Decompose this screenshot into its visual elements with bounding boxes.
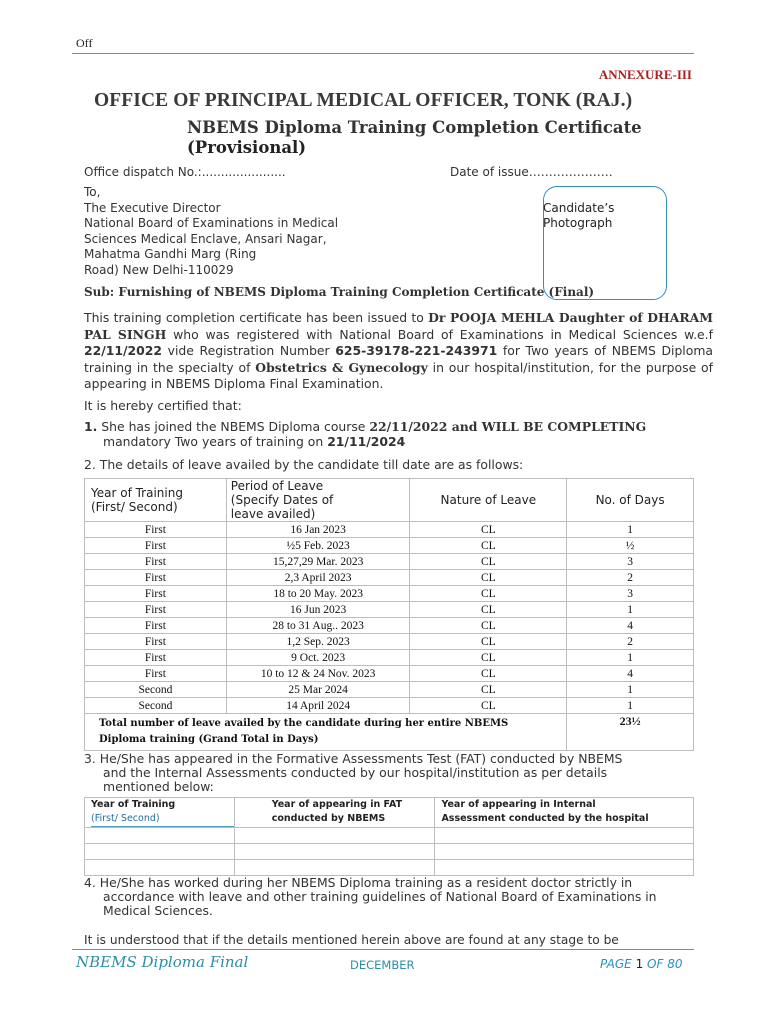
fat-col-year	[85, 798, 235, 828]
nature-cell: CL	[410, 586, 567, 602]
nature-cell: CL	[410, 538, 567, 554]
year-cell: First	[85, 666, 227, 682]
table-row	[85, 538, 694, 554]
address-line: Mahatma Gandhi Marg (Ring	[84, 247, 257, 261]
header-text: Year of appearing in FAT	[271, 799, 403, 810]
total-days: 23½	[567, 714, 694, 751]
fat-cell[interactable]	[234, 860, 435, 876]
days-cell: 1	[567, 698, 694, 714]
table-row	[85, 586, 694, 602]
certificate-subtitle: (Provisional)	[187, 138, 307, 157]
period-cell: 14 April 2024	[226, 698, 410, 714]
days-cell: 3	[567, 586, 694, 602]
header-text: (Specify Dates of	[230, 493, 334, 507]
year-cell: Second	[85, 698, 227, 714]
fat-row	[85, 860, 694, 876]
fat-col-internal-year	[435, 798, 694, 828]
header-text: Year of Training	[91, 799, 176, 810]
item-3-line: and the Internal Assessments conducted by our hospital/institution as per details	[103, 765, 608, 780]
address-line: National Board of Examinations in Medical	[84, 216, 339, 230]
intro-text: for Two years of NBEMS Diploma training in the specialty of	[84, 343, 713, 375]
total-label	[85, 714, 567, 751]
year-cell: First	[85, 522, 227, 538]
item-3-line: mentioned below:	[103, 779, 214, 794]
col-year-of-training	[85, 479, 227, 522]
year-cell: First	[85, 618, 227, 634]
header-text: leave availed)	[230, 507, 316, 521]
annexure-label: ANNEXURE-III	[598, 67, 692, 82]
days-cell: 1	[567, 522, 694, 538]
intro-text: vide Registration Number	[162, 343, 336, 358]
header-text: Period of Leave	[230, 479, 324, 493]
intro-text: who was registered with National Board of Examinations in Medical Sciences w.e.f	[166, 326, 713, 342]
item-1	[84, 419, 646, 449]
address-line: The Executive Director	[84, 200, 221, 215]
nature-cell: CL	[410, 522, 567, 538]
year-cell: Second	[85, 682, 227, 698]
table-row	[85, 634, 694, 650]
fat-cell[interactable]	[234, 828, 435, 844]
table-row	[85, 554, 694, 570]
period-cell: 16 Jun 2023	[226, 602, 410, 618]
item-1-number: 1.	[84, 419, 98, 434]
subject-line: Sub: Furnishing of NBEMS Diploma Training Completion Certificate (Final)	[84, 285, 595, 299]
year-cell: First	[85, 602, 227, 618]
table-header-row	[85, 479, 694, 522]
photo-label	[543, 201, 614, 231]
days-cell: 4	[567, 666, 694, 682]
dispatch-number: Office dispatch No.:......................	[84, 165, 286, 179]
total-row	[85, 714, 694, 751]
page-total: OF 80	[647, 957, 683, 971]
item-2: 2. The details of leave availed by the candidate till date are as follows:	[84, 457, 524, 472]
header-text: Year of appearing in Internal	[441, 799, 596, 810]
period-cell: 10 to 12 & 24 Nov. 2023	[226, 666, 410, 682]
header-text: (First/ Second)	[91, 500, 178, 514]
fat-cell[interactable]	[234, 844, 435, 860]
nature-cell: CL	[410, 602, 567, 618]
year-cell: First	[85, 538, 227, 554]
header-rule	[72, 53, 694, 54]
item-4	[84, 876, 657, 918]
fat-cell[interactable]	[435, 844, 694, 860]
days-cell: 2	[567, 570, 694, 586]
fat-cell[interactable]	[85, 844, 235, 860]
year-cell: First	[85, 650, 227, 666]
item-4-line: 4. He/She has worked during her NBEMS Diploma training as a resident doctor strictly in	[84, 875, 633, 890]
nature-cell: CL	[410, 682, 567, 698]
specialty: Obstetrics & Gynecology	[255, 359, 428, 375]
completion-date: 21/11/2024	[327, 434, 406, 449]
fat-row	[85, 844, 694, 860]
table-row	[85, 522, 694, 538]
period-cell: 18 to 20 May. 2023	[226, 586, 410, 602]
office-title: OFFICE OF PRINCIPAL MEDICAL OFFICER, TONK (RAJ.)	[94, 90, 633, 111]
footer-rule	[72, 949, 694, 950]
candidate-name: Dr POOJA MEHLA Daughter of DHARAM PAL SINGH	[84, 310, 713, 342]
item-1-text: mandatory Two years of training on	[103, 434, 328, 449]
period-cell: 25 Mar 2024	[226, 682, 410, 698]
certificate-title: NBEMS Diploma Training Completion Certificate	[187, 118, 642, 137]
closing-text: It is understood that if the details mentioned herein above are found at any stage to be	[84, 933, 619, 947]
header-top-text: Off	[76, 36, 93, 50]
fat-cell[interactable]	[85, 828, 235, 844]
certified-heading: It is hereby certified that:	[84, 398, 242, 413]
period-cell: 2,3 April 2023	[226, 570, 410, 586]
nature-cell: CL	[410, 570, 567, 586]
header-text: Year of Training	[91, 486, 183, 500]
days-cell: ½	[567, 538, 694, 554]
days-cell: 1	[567, 650, 694, 666]
period-cell: ½5 Feb. 2023	[226, 538, 410, 554]
fat-cell[interactable]	[435, 828, 694, 844]
footer-month: DECEMBER	[350, 958, 415, 972]
days-cell: 4	[567, 618, 694, 634]
page-num: 1	[635, 957, 644, 971]
header-text: Assessment conducted by the hospital	[441, 813, 649, 824]
days-cell: 1	[567, 602, 694, 618]
intro-paragraph	[84, 310, 713, 393]
address-block	[84, 185, 338, 278]
intro-text: This training completion certificate has been issued to	[84, 310, 429, 325]
table-row	[85, 570, 694, 586]
page-word: PAGE	[600, 957, 632, 971]
fat-cell[interactable]	[85, 860, 235, 876]
period-cell: 28 to 31 Aug.. 2023	[226, 618, 410, 634]
fat-table	[84, 797, 694, 876]
address-to: To,	[84, 185, 101, 199]
table-row	[85, 602, 694, 618]
total-label-line: Diploma training (Grand Total in Days)	[99, 734, 319, 745]
nature-cell: CL	[410, 618, 567, 634]
period-cell: 1,2 Sep. 2023	[226, 634, 410, 650]
date-of-issue: Date of issue…………………	[450, 165, 613, 179]
fat-col-fat-year	[234, 798, 435, 828]
item-4-line: accordance with leave and other training guidelines of National Board of Examinations in	[103, 889, 657, 904]
address-line: Sciences Medical Enclave, Ansari Nagar,	[84, 231, 327, 246]
registration-date: 22/11/2022	[84, 343, 163, 358]
col-period-of-leave	[226, 479, 410, 522]
days-cell: 1	[567, 682, 694, 698]
year-cell: First	[85, 586, 227, 602]
header-text: conducted by NBEMS	[271, 813, 386, 824]
fat-row	[85, 828, 694, 844]
col-no-of-days: No. of Days	[567, 479, 694, 522]
period-cell: 16 Jan 2023	[226, 522, 410, 538]
period-cell: 15,27,29 Mar. 2023	[226, 554, 410, 570]
leave-table	[84, 478, 694, 751]
col-nature-of-leave: Nature of Leave	[410, 479, 567, 522]
fat-cell[interactable]	[435, 860, 694, 876]
item-3-line: 3. He/She has appeared in the Formative Assessments Test (FAT) conducted by NBEMS	[84, 751, 623, 766]
nature-cell: CL	[410, 666, 567, 682]
address-line: Road) New Delhi-110029	[84, 262, 234, 277]
photo-label-line: Candidate’s	[543, 201, 615, 215]
year-cell: First	[85, 634, 227, 650]
footer-page-number	[600, 957, 682, 971]
table-row	[85, 682, 694, 698]
days-cell: 2	[567, 634, 694, 650]
total-label-line: Total number of leave availed by the candidate during her entire NBEMS	[99, 718, 509, 729]
nature-cell: CL	[410, 698, 567, 714]
table-row	[85, 666, 694, 682]
table-row	[85, 650, 694, 666]
table-row	[85, 618, 694, 634]
item-3	[84, 752, 622, 794]
year-cell: First	[85, 554, 227, 570]
year-cell: First	[85, 570, 227, 586]
fat-header-row	[85, 798, 694, 828]
intro-text: in our hospital/institution, for the purpose of appearing in NBEMS Diploma Final Examination.	[84, 359, 713, 391]
days-cell: 3	[567, 554, 694, 570]
table-row	[85, 698, 694, 714]
header-text: (First/ Second)	[91, 812, 235, 827]
nature-cell: CL	[410, 554, 567, 570]
joining-date: 22/11/2022 and WILL BE COMPLETING	[369, 419, 647, 434]
registration-number: 625-39178-221-243971	[335, 343, 498, 358]
nature-cell: CL	[410, 634, 567, 650]
nature-cell: CL	[410, 650, 567, 666]
item-1-text: She has joined the NBEMS Diploma course	[101, 419, 370, 434]
footer-document-title: NBEMS Diploma Final	[76, 953, 249, 971]
photo-label-line: Photograph	[543, 216, 613, 230]
item-4-line: Medical Sciences.	[103, 903, 213, 918]
period-cell: 9 Oct. 2023	[226, 650, 410, 666]
